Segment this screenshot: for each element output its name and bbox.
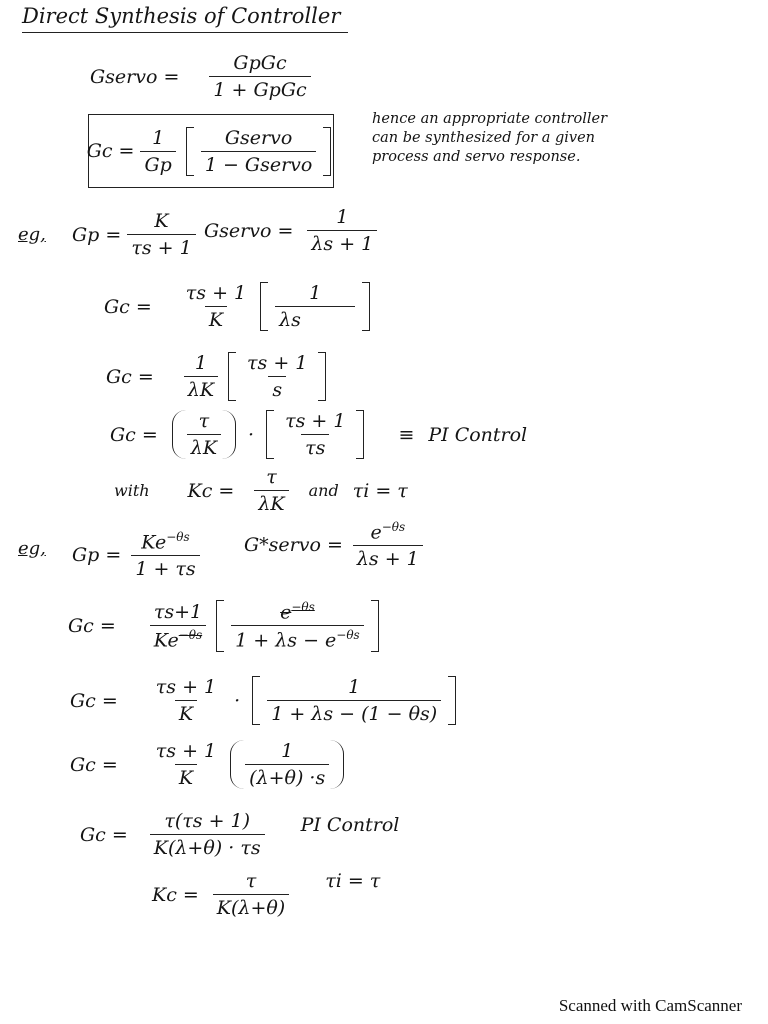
note-line: process and servo response. <box>372 149 581 165</box>
numerator: τ <box>198 410 210 432</box>
denominator: K(λ+θ) · τs <box>150 834 265 859</box>
numerator: 1 <box>348 676 361 698</box>
base: e <box>280 601 292 624</box>
exponent: −θs <box>336 628 360 643</box>
ex2-step1 <box>68 600 383 652</box>
denominator: τs <box>301 434 329 459</box>
numerator: τs + 1 <box>155 740 217 762</box>
ex1-params <box>114 466 408 515</box>
exponent: −θs <box>381 520 406 534</box>
fraction <box>213 870 289 919</box>
ex1-gp <box>72 210 202 259</box>
fraction <box>182 282 250 331</box>
fraction <box>201 127 317 176</box>
taui-eq: τi = τ <box>352 479 408 502</box>
square-bracket <box>186 127 332 176</box>
ex2-gservo <box>244 520 429 570</box>
lhs: Gc = <box>80 823 128 846</box>
servo-lhs: Gservo = <box>90 65 180 88</box>
fraction <box>127 210 195 259</box>
exponent: −θs <box>291 600 315 614</box>
exponent: −θs <box>166 530 190 544</box>
fraction <box>152 740 220 789</box>
example-label: eg, <box>18 224 46 245</box>
taui-eq: τi = τ <box>325 870 381 892</box>
denominator: K(λ+θ) <box>213 894 289 919</box>
ex2-step3 <box>70 740 348 789</box>
numerator: τs + 1 <box>185 282 247 304</box>
lhs: G*servo = <box>244 534 343 557</box>
fraction <box>353 520 423 570</box>
scanner-watermark: Scanned with CamScanner <box>558 996 742 1015</box>
base: Ke <box>141 531 167 554</box>
fraction <box>150 601 206 651</box>
fraction <box>152 676 220 725</box>
square-bracket <box>216 600 379 652</box>
denominator: λK <box>254 490 288 515</box>
numerator: τ <box>266 466 277 488</box>
exponent: −θs <box>178 627 203 642</box>
numerator <box>366 520 409 545</box>
page-title: Direct Synthesis of Controller <box>22 4 348 33</box>
equivalence-sign: ≡ <box>398 423 415 446</box>
fraction <box>267 676 441 725</box>
fraction <box>231 600 364 652</box>
lhs: Gp = <box>72 544 122 567</box>
denominator: 1 + τs <box>131 555 199 580</box>
lhs: Gc = <box>104 295 152 318</box>
denominator: s <box>268 376 286 401</box>
numerator <box>137 530 193 555</box>
denominator <box>231 625 364 651</box>
base: 1 + λs − e <box>235 629 337 652</box>
note-line: hence an appropriate controller <box>372 111 608 127</box>
numerator: Gservo <box>224 126 293 149</box>
with-label: with <box>114 481 150 500</box>
side-note <box>372 110 607 167</box>
lhs: Gc = <box>70 689 118 712</box>
ex2-step2 <box>70 676 460 725</box>
numerator: τ(τs + 1) <box>164 810 251 832</box>
fraction <box>184 352 218 401</box>
example-label: eg, <box>18 538 46 559</box>
lhs: Gc = <box>106 365 154 388</box>
numerator: τs + 1 <box>285 410 346 432</box>
lhs: Gc = <box>70 753 118 776</box>
base: e <box>370 521 382 544</box>
denominator: λs <box>275 306 355 331</box>
square-bracket <box>266 410 364 459</box>
denominator: K <box>175 700 197 725</box>
square-bracket <box>252 676 456 725</box>
numerator: 1 <box>336 206 349 228</box>
pi-control-label: PI Control <box>300 814 400 836</box>
denominator: 1 + GpGc <box>209 76 310 101</box>
ex2-gp <box>72 530 206 580</box>
round-bracket <box>230 740 344 789</box>
multiply-dot: · <box>234 689 241 712</box>
square-bracket <box>228 352 326 401</box>
fraction <box>243 352 311 401</box>
base: Ke <box>153 628 179 651</box>
note-line: can be synthesized for a given <box>372 130 596 146</box>
fraction <box>307 206 377 255</box>
square-bracket <box>260 282 370 331</box>
ex1-step3 <box>110 410 527 459</box>
round-bracket <box>172 410 236 459</box>
fraction <box>131 530 199 580</box>
denominator: Gp <box>140 151 175 176</box>
numerator: K <box>154 210 169 232</box>
fraction <box>150 810 265 859</box>
pi-control-label: PI Control <box>428 423 528 446</box>
fraction <box>140 127 175 176</box>
kc-lhs: Kc = <box>187 479 235 502</box>
kc-lhs: Kc = <box>152 883 199 906</box>
servo-fraction <box>209 52 310 101</box>
lhs: Gp = <box>72 223 122 246</box>
numerator: GpGc <box>233 52 287 74</box>
fraction <box>254 466 288 515</box>
fraction <box>187 410 221 459</box>
boxed-lhs: Gc = <box>86 140 135 162</box>
denominator: λs + 1 <box>353 545 423 570</box>
numerator: 1 <box>194 352 207 374</box>
ex2-step4 <box>80 810 399 859</box>
servo-equation <box>90 52 317 101</box>
fraction <box>281 410 349 459</box>
lhs: Gservo = <box>204 219 294 242</box>
denominator: λs + 1 <box>307 230 377 255</box>
ex1-step1 <box>104 282 374 331</box>
denominator: 1 + λs − (1 − θs) <box>267 700 441 725</box>
fraction <box>245 740 329 789</box>
denominator: λK <box>187 434 221 459</box>
numerator <box>276 600 319 625</box>
denominator: 1 − Gservo <box>201 151 317 176</box>
multiply-dot: · <box>248 423 255 446</box>
numerator: τs + 1 <box>155 676 217 698</box>
numerator: τ <box>245 870 257 892</box>
ex1-gservo <box>204 206 383 255</box>
denominator: λK <box>184 376 218 401</box>
denominator: τs + 1 <box>127 234 195 259</box>
numerator: 1 <box>281 740 294 762</box>
numerator: τs+1 <box>153 600 203 623</box>
fraction <box>275 282 355 331</box>
numerator: τs + 1 <box>247 352 308 374</box>
numerator: 1 <box>152 126 165 149</box>
lhs: Gc = <box>68 614 116 637</box>
lhs: Gc = <box>110 423 158 446</box>
ex2-params <box>152 870 380 919</box>
denominator: (λ+θ) ·s <box>245 764 329 789</box>
boxed-controller-equation <box>88 114 334 188</box>
denominator <box>150 625 206 651</box>
ex1-step2 <box>106 352 330 401</box>
denominator: K <box>175 764 197 789</box>
denominator: K <box>205 306 227 331</box>
and-label: and <box>308 481 339 500</box>
numerator: 1 <box>309 282 322 304</box>
